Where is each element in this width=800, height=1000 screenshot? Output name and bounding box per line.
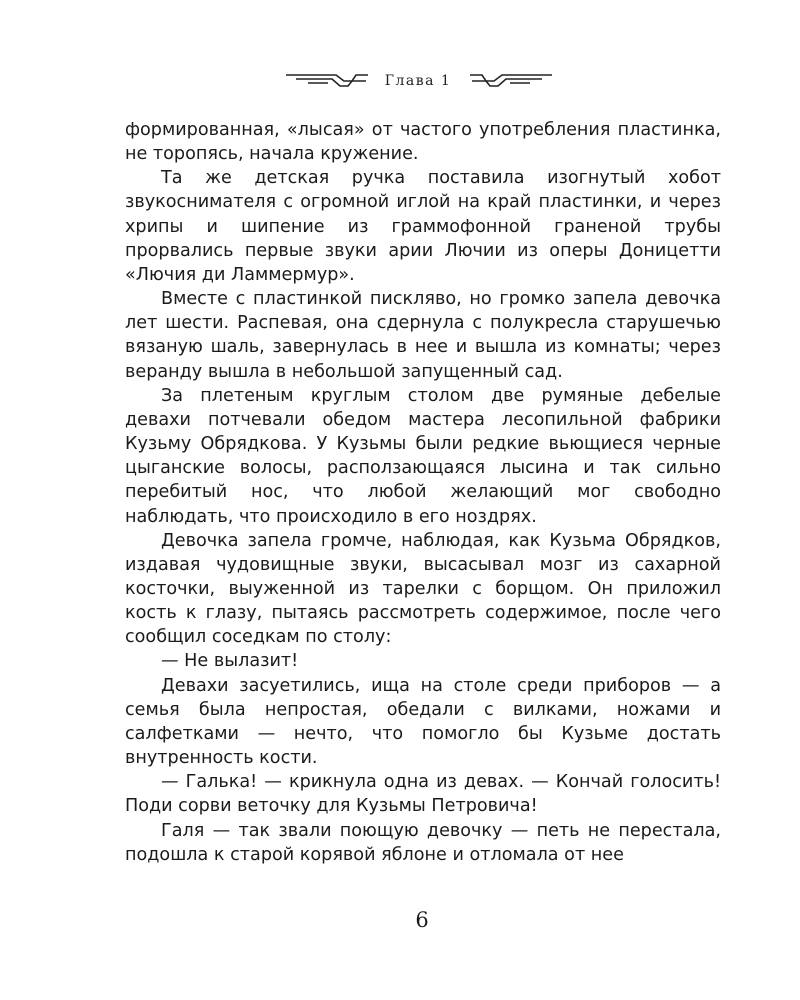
chapter-title: Глава 1 bbox=[384, 73, 452, 89]
left-ornament-icon bbox=[286, 72, 368, 90]
running-head bbox=[0, 70, 800, 94]
paragraph: Вместе с пластинкой пискляво, но громко запела девочка лет шести. Распевая, она сдернула с полукресла старушечью вязаную шаль, завернулась в нее и вышла из комнаты; через веранду вышла в небольшой запущенный сад. bbox=[125, 289, 721, 382]
body-text bbox=[125, 118, 721, 867]
paragraph: Девахи засуетились, ища на столе среди приборов — а семья была непростая, обедали с вилками, ножами и салфетками — нечто, что помогло бы Кузьме достать внутренность кости. bbox=[125, 675, 721, 769]
dialogue-line: — Не вылазит! bbox=[161, 651, 299, 672]
paragraph: формированная, «лысая» от частого употребления пластинка, не торопясь, начала кружение. bbox=[125, 120, 721, 165]
paragraph: Та же детская ручка поставила изогнутый хобот звукоснимателя с огромной иглой на край пластинки, и через хрипы и шипение из граммофонной граненой трубы прорвались первые звуки арии Лючии из оперы Доницетти «Лючия ди Ламмермур». bbox=[125, 168, 721, 285]
right-ornament-icon bbox=[470, 72, 552, 90]
paragraph: Галя — так звали поющую девочку — петь не перестала, подошла к старой корявой яблоне и отломала от нее bbox=[125, 820, 721, 865]
page-number: 6 bbox=[415, 908, 429, 932]
dialogue-line: — Галька! — крикнула одна из девах. — Кончай голосить! Поди сорви веточку для Кузьмы Петровича! bbox=[125, 772, 721, 817]
paragraph: За плетеным круглым столом две румяные дебелые девахи потчевали обедом мастера лесопильной фабрики Кузьму Обрядкова. У Кузьмы были редкие вьющиеся черные цыганские волосы, расползающаяся лысина и так сильно перебитый нос, что любой желающий мог свободно наблюдать, что происходило в его ноздрях. bbox=[125, 385, 721, 527]
paragraph: Девочка запела громче, наблюдая, как Кузьма Обрядков, издавая чудовищные звуки, высасывал мозг из сахарной косточки, выуженной из тарелки с борщом. Он приложил кость к глазу, пытаясь рассмотреть содержимое, после чего сообщил соседкам по столу: bbox=[125, 530, 721, 648]
